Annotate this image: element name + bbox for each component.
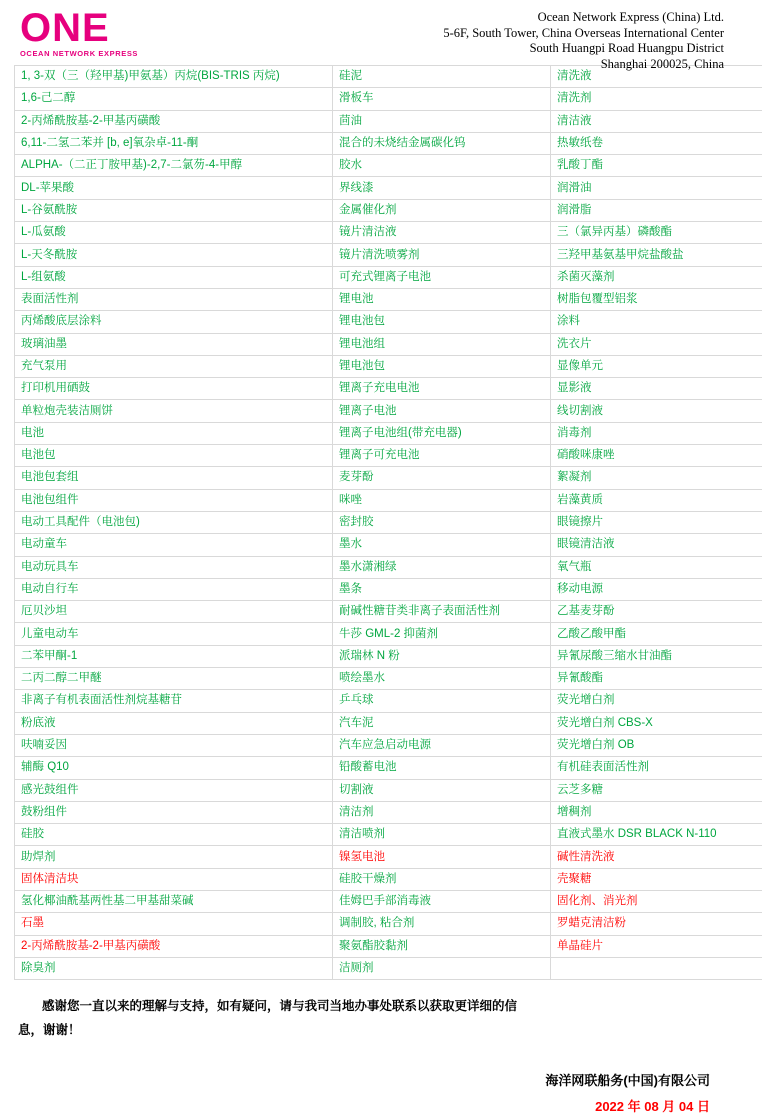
table-cell: 表面活性剂 (15, 288, 333, 310)
table-cell: 金属催化剂 (333, 199, 551, 221)
table-row (15, 155, 762, 177)
table-cell: 三（氯异丙基）磷酸酯 (551, 222, 762, 244)
table-cell: 混合的未烧结金属碳化钨 (333, 132, 551, 154)
table-cell: 6,11-二氢二苯并 [b, e]氧杂卓-11-酮 (15, 132, 333, 154)
table-cell: 锂电池包 (333, 355, 551, 377)
table-cell: 电池 (15, 422, 333, 444)
table-cell (551, 957, 762, 979)
company-name: Ocean Network Express (China) Ltd. (170, 10, 724, 26)
table-cell: 罗蜡克清洁粉 (551, 913, 762, 935)
signature-company: 海洋网联船务(中国)有限公司 (14, 1070, 710, 1092)
table-row (15, 110, 762, 132)
table-row (15, 132, 762, 154)
table-cell: 可充式锂离子电池 (333, 266, 551, 288)
table-cell: 鼓粉组件 (15, 801, 333, 823)
table-cell: 云芝多糖 (551, 779, 762, 801)
company-address-line-3: Shanghai 200025, China (170, 57, 724, 73)
table-row (15, 556, 762, 578)
table-cell: 有机硅表面活性剂 (551, 757, 762, 779)
table-cell: 电动童车 (15, 534, 333, 556)
table-cell: 乳酸丁酯 (551, 155, 762, 177)
table-row (15, 378, 762, 400)
table-cell: 电动自行车 (15, 578, 333, 600)
closing-line-1: 感谢您一直以来的理解与支持，如有疑问，请与我司当地办事处联系以获取更详细的信 (18, 994, 744, 1018)
table-cell: 粉底液 (15, 712, 333, 734)
table-cell: 非离子有机表面活性剂烷基糖苷 (15, 690, 333, 712)
table-cell: L-组氨酸 (15, 266, 333, 288)
table-cell: 电动玩具车 (15, 556, 333, 578)
table-cell: 异氰尿酸三缩水甘油酯 (551, 645, 762, 667)
table-row (15, 690, 762, 712)
table-cell: L-瓜氨酸 (15, 222, 333, 244)
table-row (15, 355, 762, 377)
table-cell: 清洁剂 (333, 801, 551, 823)
table-cell: 二苯甲酮-1 (15, 645, 333, 667)
table-cell: 麦芽酚 (333, 467, 551, 489)
table-row (15, 534, 762, 556)
table-cell: 胶水 (333, 155, 551, 177)
table-cell: 电池包 (15, 445, 333, 467)
table-cell: 润滑油 (551, 177, 762, 199)
table-cell: 喷绘墨水 (333, 668, 551, 690)
table-cell: 石墨 (15, 913, 333, 935)
table-row (15, 623, 762, 645)
table-cell: 汽车应急启动电源 (333, 734, 551, 756)
table-cell: 荧光增白剂 OB (551, 734, 762, 756)
table-cell: 单粒炮壳装洁厕饼 (15, 400, 333, 422)
table-cell: 岩藻黄质 (551, 489, 762, 511)
table-row (15, 645, 762, 667)
company-address-line-1: 5-6F, South Tower, China Overseas International Center (170, 26, 724, 42)
table-cell: 密封胶 (333, 511, 551, 533)
table-row (15, 311, 762, 333)
table-cell: 锂电池组 (333, 333, 551, 355)
table-cell: 硅胶干燥剂 (333, 868, 551, 890)
table-cell: 硅胶 (15, 824, 333, 846)
table-cell: 镜片清洗喷雾剂 (333, 244, 551, 266)
table-cell: 调制胶, 粘合剂 (333, 913, 551, 935)
table-cell: 杀菌灭藻剂 (551, 266, 762, 288)
table-cell: 清洗剂 (551, 88, 762, 110)
table-cell: 氢化椰油酰基两性基二甲基甜菜碱 (15, 890, 333, 912)
table-cell: 固化剂、消光剂 (551, 890, 762, 912)
table-row (15, 489, 762, 511)
table-cell: 墨水 (333, 534, 551, 556)
table-cell: 锂电池包 (333, 311, 551, 333)
table-cell: 二丙二醇二甲醚 (15, 668, 333, 690)
table-cell: 1, 3-双（三（羟甲基)甲氨基）丙烷(BIS-TRIS 丙烷) (15, 66, 333, 88)
table-cell: 消毒剂 (551, 422, 762, 444)
table-cell: 耐碱性糖苷类非离子表面活性剂 (333, 601, 551, 623)
signature-date: 2022 年 08 月 04 日 (14, 1096, 710, 1118)
table-row (15, 757, 762, 779)
table-row (15, 288, 762, 310)
closing-paragraph (18, 994, 744, 1042)
table-cell: 锂离子可充电池 (333, 445, 551, 467)
table-cell: ALPHA-（二正丁胺甲基)-2,7-二氯芴-4-甲醇 (15, 155, 333, 177)
table-cell: 厄贝沙坦 (15, 601, 333, 623)
table-row (15, 668, 762, 690)
table-cell: 壳聚糖 (551, 868, 762, 890)
table-cell: 固体清洁块 (15, 868, 333, 890)
table-row (15, 199, 762, 221)
table-cell: 单晶硅片 (551, 935, 762, 957)
table-cell: 2-丙烯酰胺基-2-甲基丙磺酸 (15, 110, 333, 132)
table-row (15, 578, 762, 600)
table-cell: 眼镜清洁液 (551, 534, 762, 556)
table-row (15, 801, 762, 823)
table-cell: 呋喃妥因 (15, 734, 333, 756)
table-cell: 1,6-己二醇 (15, 88, 333, 110)
table-row (15, 422, 762, 444)
table-cell: 清洁喷剂 (333, 824, 551, 846)
table-cell: 茴油 (333, 110, 551, 132)
table-cell: 丙烯酸底层涂料 (15, 311, 333, 333)
table-row (15, 734, 762, 756)
table-cell: 感光鼓组件 (15, 779, 333, 801)
logo-wordmark: ONE (20, 8, 170, 48)
table-cell: 墨水潇湘绿 (333, 556, 551, 578)
table-cell: 2-丙烯酰胺基-2-甲基丙磺酸 (15, 935, 333, 957)
table-cell: 玻璃油墨 (15, 333, 333, 355)
table-cell: 荧光增白剂 (551, 690, 762, 712)
table-cell: 锂离子充电电池 (333, 378, 551, 400)
table-row (15, 88, 762, 110)
table-cell: 咪唑 (333, 489, 551, 511)
table-cell: 移动电源 (551, 578, 762, 600)
table-cell: 清洗液 (551, 66, 762, 88)
table-cell: 儿童电动车 (15, 623, 333, 645)
table-row (15, 824, 762, 846)
table-cell: 线切割液 (551, 400, 762, 422)
table-cell: 乙基麦芽酚 (551, 601, 762, 623)
table-row (15, 400, 762, 422)
table-cell: 絮凝剂 (551, 467, 762, 489)
table-cell: 显像单元 (551, 355, 762, 377)
table-cell: 乙酸乙酸甲酯 (551, 623, 762, 645)
table-row (15, 511, 762, 533)
table-cell: 锂电池 (333, 288, 551, 310)
table-cell: 充气泵用 (15, 355, 333, 377)
table-cell: 眼镜擦片 (551, 511, 762, 533)
table-cell: 洁厕剂 (333, 957, 551, 979)
table-cell: 电池包套组 (15, 467, 333, 489)
table-row (15, 779, 762, 801)
table-cell: 镜片清洁液 (333, 222, 551, 244)
table-cell: 异氰酸酯 (551, 668, 762, 690)
table-cell: 润滑脂 (551, 199, 762, 221)
table-row (15, 868, 762, 890)
table-cell: 牛莎 GML-2 抑菌剂 (333, 623, 551, 645)
table-cell: 滑板车 (333, 88, 551, 110)
table-cell: 除臭剂 (15, 957, 333, 979)
logo-subtitle: OCEAN NETWORK EXPRESS (20, 49, 170, 58)
table-cell: 热敏纸卷 (551, 132, 762, 154)
table-cell: 辅酶 Q10 (15, 757, 333, 779)
table-row (15, 935, 762, 957)
table-cell: 涂料 (551, 311, 762, 333)
table-row (15, 177, 762, 199)
table-row (15, 266, 762, 288)
company-address (170, 6, 748, 72)
commodity-table (14, 65, 762, 980)
table-cell: 锂离子电池 (333, 400, 551, 422)
table-cell: 三羟甲基氨基甲烷盐酸盐 (551, 244, 762, 266)
table-cell: 洗衣片 (551, 333, 762, 355)
table-row (15, 913, 762, 935)
table-cell: 镍氢电池 (333, 846, 551, 868)
table-cell: L-谷氨酰胺 (15, 199, 333, 221)
table-cell: 聚氨酯胶黏剂 (333, 935, 551, 957)
table-cell: 佳姆巴手部消毒液 (333, 890, 551, 912)
signature-block (14, 1070, 748, 1118)
table-row (15, 222, 762, 244)
table-row (15, 712, 762, 734)
table-cell: 锂离子电池组(带充电器) (333, 422, 551, 444)
table-cell: 乒乓球 (333, 690, 551, 712)
table-row (15, 957, 762, 979)
table-cell: 打印机用硒鼓 (15, 378, 333, 400)
table-row (15, 445, 762, 467)
table-cell: 清洁液 (551, 110, 762, 132)
table-cell: DL-苹果酸 (15, 177, 333, 199)
table-row (15, 890, 762, 912)
table-row (15, 467, 762, 489)
table-cell: 显影液 (551, 378, 762, 400)
table-cell: L-天冬酰胺 (15, 244, 333, 266)
table-cell: 硝酸咪康唑 (551, 445, 762, 467)
table-row (15, 601, 762, 623)
table-cell: 切割液 (333, 779, 551, 801)
table-cell: 氧气瓶 (551, 556, 762, 578)
table-cell: 增稠剂 (551, 801, 762, 823)
table-cell: 汽车泥 (333, 712, 551, 734)
table-cell: 界线漆 (333, 177, 551, 199)
table-cell: 电动工具配件（电池包) (15, 511, 333, 533)
company-address-line-2: South Huangpi Road Huangpu District (170, 41, 724, 57)
table-row (15, 846, 762, 868)
table-cell: 硅泥 (333, 66, 551, 88)
table-cell: 派瑞林 N 粉 (333, 645, 551, 667)
document-header (14, 6, 748, 64)
table-row (15, 333, 762, 355)
table-cell: 助焊剂 (15, 846, 333, 868)
one-logo (14, 6, 170, 58)
table-cell: 墨条 (333, 578, 551, 600)
table-cell: 碱性清洗液 (551, 846, 762, 868)
table-row (15, 244, 762, 266)
table-cell: 直液式墨水 DSR BLACK N-110 (551, 824, 762, 846)
table-cell: 荧光增白剂 CBS-X (551, 712, 762, 734)
closing-line-2: 息，谢谢！ (18, 1018, 744, 1042)
table-cell: 电池包组件 (15, 489, 333, 511)
table-cell: 铅酸蓄电池 (333, 757, 551, 779)
table-cell: 树脂包覆型铝浆 (551, 288, 762, 310)
